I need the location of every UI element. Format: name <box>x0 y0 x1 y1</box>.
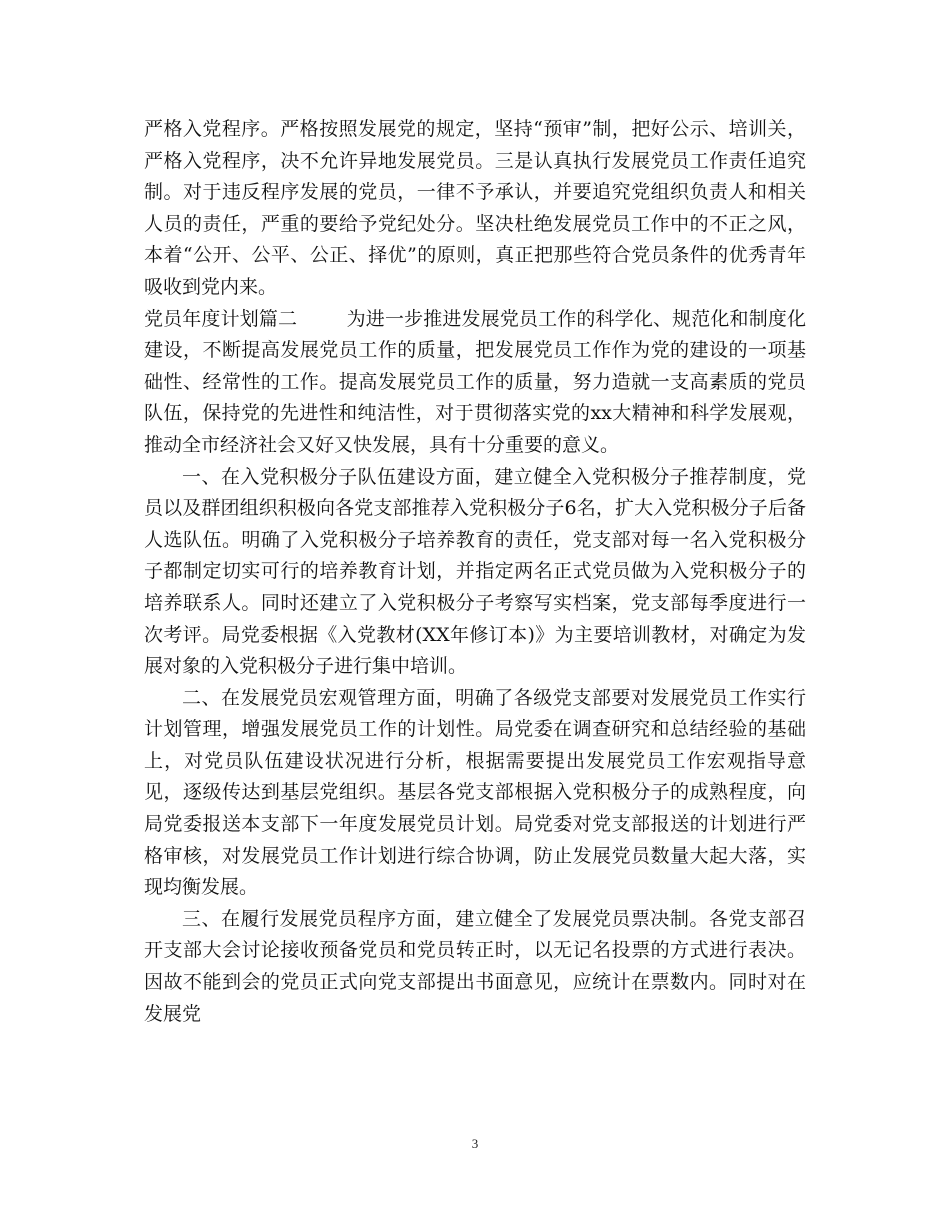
paragraph-text: 二、在发展党员宏观管理方面，明确了各级党支部要对发展党员工作实行计划管理，增强发展党员工作的计划性。局党委在调查研究和总结经验的基础上，对党员队伍建设状况进行分析，根据需要提出发展党员工作宏观指导意见，逐级传达到基层党组织。基层各党支部根据入党积极分子的成熟程度，向局党委报送本支部下一年度发展党员计划。局党委对党支部报送的计划进行严格审核，对发展党员工作计划进行综合协调，防止发展党员数量大起大落，实现均衡发展。 <box>144 686 806 899</box>
page-number: 3 <box>471 1136 479 1151</box>
paragraph-item-one <box>144 462 806 683</box>
paragraph-item-two <box>144 683 806 904</box>
paragraph-text: 为进一步推进发展党员工作的科学化、规范化和制度化建设，不断提高发展党员工作的质量，把发展党员工作作为党的建设的一项基础性、经常性的工作。提高发展党员工作的质量，努力造就一支高素质的党员队伍，保持党的先进性和纯洁性，对于贯彻落实党的xx大精神和科学发展观，推动全市经济社会又好又快发展，具有十分重要的意义。 <box>144 307 806 456</box>
paragraph-text: 严格入党程序。严格按照发展党的规定，坚持“预审”制，把好公示、培训关，严格入党程序，决不允许异地发展党员。三是认真执行发展党员工作责任追究制。对于违反程序发展的党员，一律不予承认，并要追究党组织负责人和相关人员的责任，严重的要给予党纪处分。坚决杜绝发展党员工作中的不正之风，本着“公开、公平、公正、择优”的原则，真正把那些符合党员条件的优秀青年吸收到党内来。 <box>144 118 806 298</box>
paragraph-section-two <box>144 304 806 462</box>
paragraph-continuation <box>144 114 806 304</box>
paragraph-text: 一、在入党积极分子队伍建设方面，建立健全入党积极分子推荐制度，党员以及群团组织积极向各党支部推荐入党积极分子6名，扩大入党积极分子后备人选队伍。明确了入党积极分子培养教育的责任，党支部对每一名入党积极分子都制定切实可行的培养教育计划，并指定两名正式党员做为入党积极分子的培养联系人。同时还建立了入党积极分子考察写实档案，党支部每季度进行一次考评。局党委根据《入党教材(XX年修订本)》为主要培训教材，对确定为发展对象的入党积极分子进行集中培训。 <box>144 465 806 678</box>
heading-gap <box>297 308 346 330</box>
paragraph-item-three <box>144 904 806 1030</box>
paragraph-text: 三、在履行发展党员程序方面，建立健全了发展党员票决制。各党支部召开支部大会讨论接收预备党员和党员转正时，以无记名投票的方式进行表决。因故不能到会的党员正式向党支部提出书面意见，应统计在票数内。同时对在发展党 <box>144 907 806 1025</box>
document-body <box>144 114 806 1030</box>
section-heading: 党员年度计划篇二 <box>144 307 298 330</box>
